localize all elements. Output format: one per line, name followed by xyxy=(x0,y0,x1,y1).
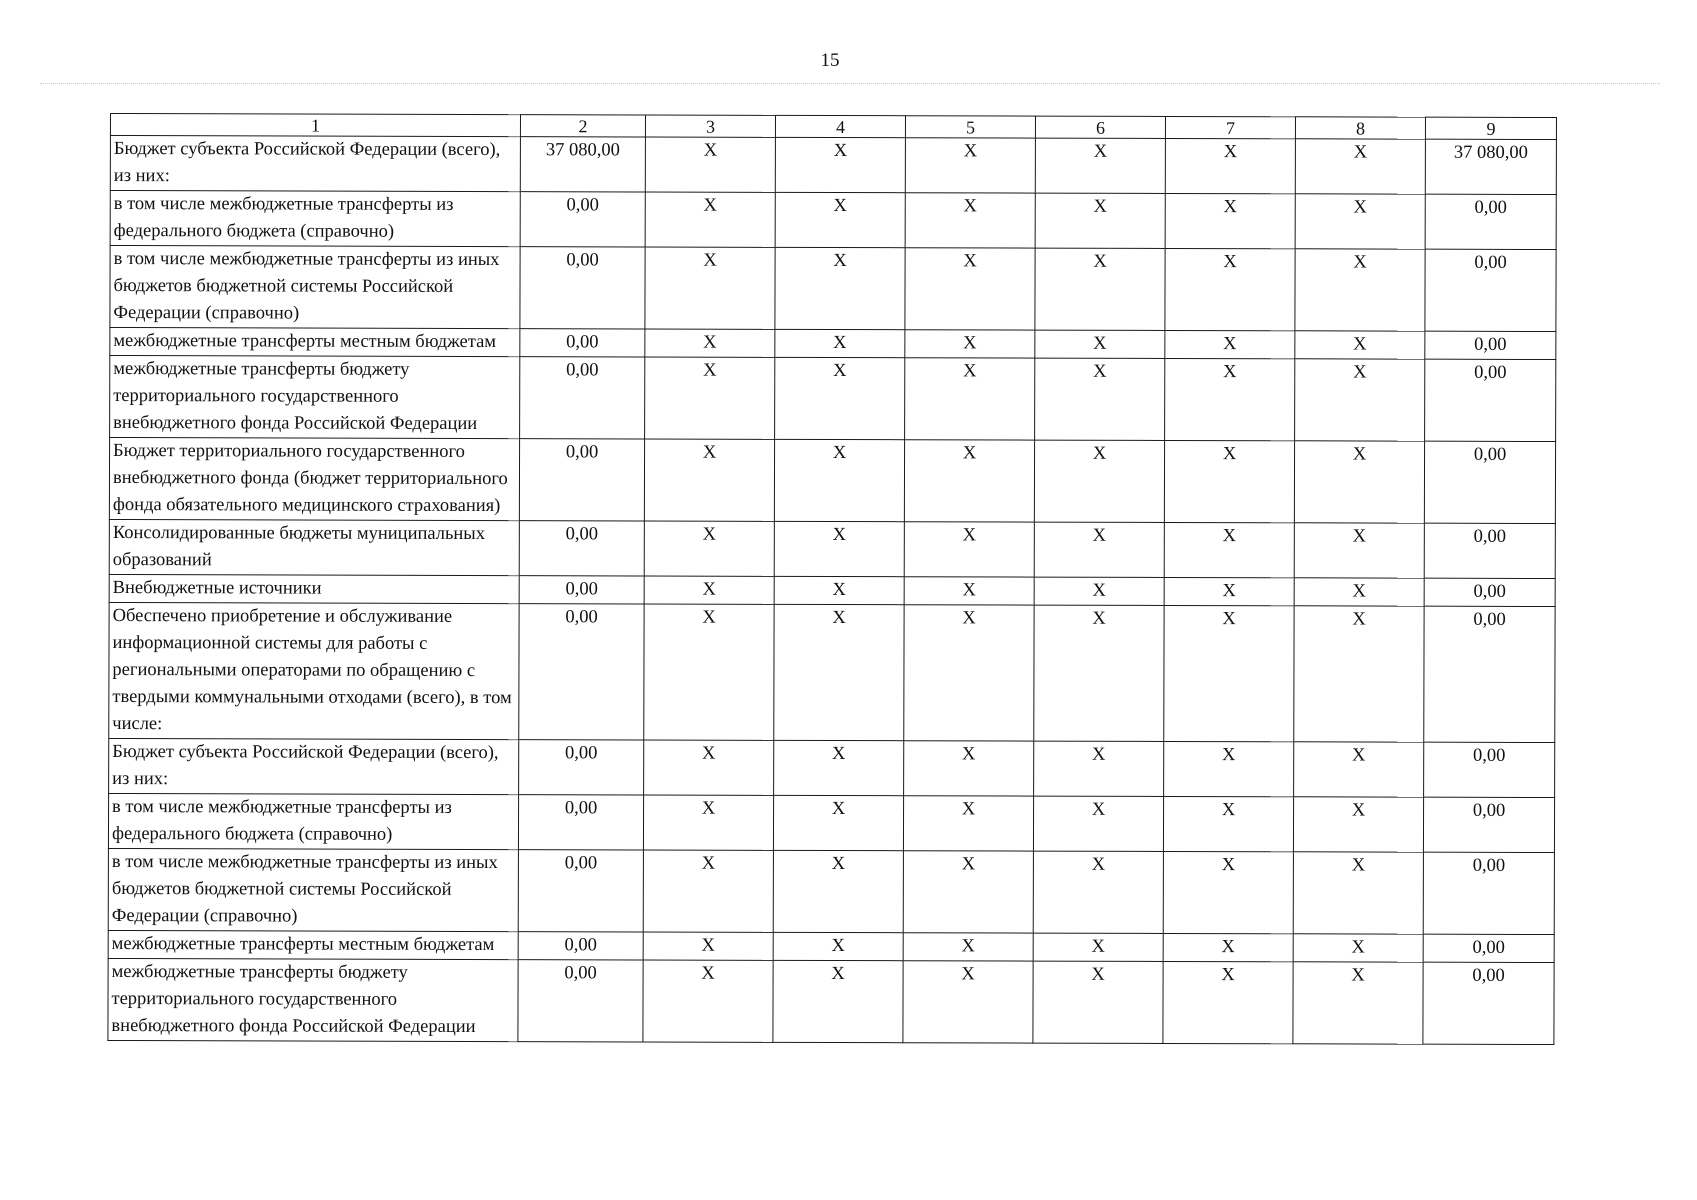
row-mark-cell: X xyxy=(1293,797,1423,852)
row-mark-cell: X xyxy=(774,521,904,576)
row-name-cell: межбюджетные трансферты бюджету территориального государственного внебюджетного фонда Российской Федерации xyxy=(110,356,520,439)
row-mark-cell: X xyxy=(903,933,1033,961)
row-total-cell: 0,00 xyxy=(1425,249,1556,331)
row-mark-cell: X xyxy=(1165,248,1295,330)
row-mark-cell: X xyxy=(644,740,774,795)
budget-table xyxy=(107,113,1557,1045)
table-row xyxy=(109,519,1555,578)
row-mark-cell: X xyxy=(1164,605,1294,741)
scan-rule xyxy=(40,83,1660,84)
row-mark-cell: X xyxy=(904,605,1034,741)
row-mark-cell: X xyxy=(775,247,905,329)
row-mark-cell: X xyxy=(904,440,1034,522)
row-name-cell: межбюджетные трансферты бюджету территориального государственного внебюджетного фонда Российской Федерации xyxy=(108,958,518,1041)
row-total-cell: 0,00 xyxy=(1424,742,1555,797)
table-row xyxy=(110,356,1556,442)
row-mark-cell: X xyxy=(1165,330,1295,358)
row-name-cell: в том числе межбюджетные трансферты из федерального бюджета (справочно) xyxy=(110,191,520,247)
row-mark-cell: X xyxy=(644,604,774,740)
row-mark-cell: X xyxy=(644,576,774,604)
row-mark-cell: X xyxy=(643,932,773,960)
row-mark-cell: X xyxy=(904,741,1034,796)
row-total-cell: 37 080,00 xyxy=(1425,139,1556,194)
row-mark-cell: X xyxy=(773,795,903,850)
table-row xyxy=(110,136,1556,195)
row-mark-cell: X xyxy=(1165,193,1295,248)
row-name-cell: Обеспечено приобретение и обслуживание информационной системы для работы с региональными операторами по обращению с твердыми коммунальными отходами (всего), в том числе: xyxy=(109,602,519,739)
table-row xyxy=(108,958,1554,1044)
row-mark-cell: X xyxy=(775,192,905,247)
row-mark-cell: X xyxy=(1035,138,1165,193)
row-mark-cell: X xyxy=(1293,962,1423,1044)
row-value-cell: 0,00 xyxy=(518,932,643,960)
column-header: 7 xyxy=(1165,116,1295,138)
row-mark-cell: X xyxy=(1293,934,1423,962)
row-total-cell: 0,00 xyxy=(1425,194,1556,249)
row-mark-cell: X xyxy=(1295,194,1425,249)
column-header: 3 xyxy=(645,115,775,137)
table-row xyxy=(109,602,1555,742)
row-total-cell: 0,00 xyxy=(1423,962,1554,1044)
table-row xyxy=(110,328,1556,360)
row-value-cell: 0,00 xyxy=(518,850,643,932)
row-mark-cell: X xyxy=(773,932,903,960)
table-row xyxy=(110,246,1556,332)
row-mark-cell: X xyxy=(1034,522,1164,577)
row-name-cell: межбюджетные трансферты местным бюджетам xyxy=(108,930,518,959)
row-name-cell: в том числе межбюджетные трансферты из иных бюджетов бюджетной системы Российской Федерации (справочно) xyxy=(108,848,518,931)
row-mark-cell: X xyxy=(1294,742,1424,797)
row-mark-cell: X xyxy=(1035,248,1165,330)
row-name-cell: межбюджетные трансферты местным бюджетам xyxy=(110,328,520,357)
table-row xyxy=(109,574,1555,606)
row-value-cell: 0,00 xyxy=(520,192,645,247)
row-value-cell: 0,00 xyxy=(518,795,643,850)
row-mark-cell: X xyxy=(1163,851,1293,933)
row-value-cell: 0,00 xyxy=(518,960,643,1042)
row-mark-cell: X xyxy=(1034,440,1164,522)
row-mark-cell: X xyxy=(774,439,904,521)
row-value-cell: 0,00 xyxy=(519,576,644,604)
row-mark-cell: X xyxy=(1164,440,1294,522)
column-header: 2 xyxy=(520,115,645,137)
row-mark-cell: X xyxy=(1164,577,1294,605)
table-body xyxy=(108,114,1557,1045)
row-mark-cell: X xyxy=(1164,741,1294,796)
row-mark-cell: X xyxy=(1033,961,1163,1043)
row-mark-cell: X xyxy=(1294,523,1424,578)
row-mark-cell: X xyxy=(903,961,1033,1043)
row-mark-cell: X xyxy=(1035,358,1165,440)
row-mark-cell: X xyxy=(773,850,903,932)
row-mark-cell: X xyxy=(905,193,1035,248)
row-mark-cell: X xyxy=(1035,330,1165,358)
row-name-cell: Консолидированные бюджеты муниципальных образований xyxy=(109,519,519,575)
row-mark-cell: X xyxy=(1295,249,1425,331)
column-header: 1 xyxy=(110,114,520,137)
row-mark-cell: X xyxy=(1163,933,1293,961)
row-name-cell: Бюджет субъекта Российской Федерации (всего), из них: xyxy=(109,738,519,794)
row-value-cell: 0,00 xyxy=(519,521,644,576)
row-mark-cell: X xyxy=(1295,139,1425,194)
row-total-cell: 0,00 xyxy=(1425,359,1556,441)
row-name-cell: Внебюджетные источники xyxy=(109,574,519,603)
row-mark-cell: X xyxy=(1164,522,1294,577)
row-mark-cell: X xyxy=(1293,852,1423,934)
row-mark-cell: X xyxy=(1294,441,1424,523)
row-mark-cell: X xyxy=(905,248,1035,330)
table-row xyxy=(109,738,1555,797)
row-mark-cell: X xyxy=(904,522,1034,577)
row-total-cell: 0,00 xyxy=(1425,331,1556,359)
row-mark-cell: X xyxy=(643,960,773,1042)
row-mark-cell: X xyxy=(1034,577,1164,605)
column-header: 9 xyxy=(1425,117,1556,139)
row-mark-cell: X xyxy=(774,604,904,740)
table-row xyxy=(109,438,1555,524)
row-mark-cell: X xyxy=(903,796,1033,851)
row-name-cell: Бюджет территориального государственного внебюджетного фонда (бюджет территориального фонда обязательного медицинского страхования) xyxy=(109,438,519,521)
row-value-cell: 0,00 xyxy=(520,357,645,439)
row-mark-cell: X xyxy=(645,192,775,247)
row-mark-cell: X xyxy=(1033,796,1163,851)
row-mark-cell: X xyxy=(1165,358,1295,440)
table-row xyxy=(108,793,1554,852)
row-mark-cell: X xyxy=(774,740,904,795)
page-number: 15 xyxy=(820,50,840,71)
row-name-cell: Бюджет субъекта Российской Федерации (всего), из них: xyxy=(110,136,520,192)
row-value-cell: 37 080,00 xyxy=(520,137,645,192)
row-mark-cell: X xyxy=(1165,138,1295,193)
row-total-cell: 0,00 xyxy=(1424,578,1555,606)
column-header: 8 xyxy=(1295,117,1425,139)
row-mark-cell: X xyxy=(644,439,774,521)
row-mark-cell: X xyxy=(1033,933,1163,961)
row-mark-cell: X xyxy=(774,576,904,604)
row-mark-cell: X xyxy=(905,358,1035,440)
row-mark-cell: X xyxy=(643,795,773,850)
row-mark-cell: X xyxy=(1294,606,1424,742)
column-header: 4 xyxy=(775,115,905,137)
row-value-cell: 0,00 xyxy=(520,329,645,357)
row-name-cell: в том числе межбюджетные трансферты из федерального бюджета (справочно) xyxy=(108,793,518,849)
row-mark-cell: X xyxy=(1295,331,1425,359)
row-mark-cell: X xyxy=(905,330,1035,358)
row-mark-cell: X xyxy=(773,960,903,1042)
row-mark-cell: X xyxy=(645,329,775,357)
row-mark-cell: X xyxy=(1294,578,1424,606)
row-total-cell: 0,00 xyxy=(1424,523,1555,578)
row-mark-cell: X xyxy=(1033,851,1163,933)
row-total-cell: 0,00 xyxy=(1423,852,1554,934)
row-mark-cell: X xyxy=(775,329,905,357)
row-value-cell: 0,00 xyxy=(519,740,644,795)
row-mark-cell: X xyxy=(1163,961,1293,1043)
row-mark-cell: X xyxy=(775,357,905,439)
row-value-cell: 0,00 xyxy=(519,439,644,521)
row-mark-cell: X xyxy=(645,247,775,329)
row-total-cell: 0,00 xyxy=(1424,441,1555,523)
row-mark-cell: X xyxy=(1163,796,1293,851)
row-total-cell: 0,00 xyxy=(1423,797,1554,852)
row-total-cell: 0,00 xyxy=(1423,934,1554,962)
row-mark-cell: X xyxy=(645,357,775,439)
row-mark-cell: X xyxy=(645,137,775,192)
row-mark-cell: X xyxy=(775,137,905,192)
row-mark-cell: X xyxy=(643,850,773,932)
column-header: 6 xyxy=(1035,116,1165,138)
row-mark-cell: X xyxy=(904,577,1034,605)
row-mark-cell: X xyxy=(905,138,1035,193)
row-mark-cell: X xyxy=(1035,193,1165,248)
column-header: 5 xyxy=(905,116,1035,138)
row-value-cell: 0,00 xyxy=(519,604,644,740)
row-mark-cell: X xyxy=(644,521,774,576)
table-row xyxy=(108,930,1554,962)
row-mark-cell: X xyxy=(1295,359,1425,441)
table-row xyxy=(110,191,1556,250)
row-mark-cell: X xyxy=(1034,605,1164,741)
row-value-cell: 0,00 xyxy=(520,247,645,329)
row-mark-cell: X xyxy=(903,851,1033,933)
row-name-cell: в том числе межбюджетные трансферты из иных бюджетов бюджетной системы Российской Федерации (справочно) xyxy=(110,246,520,329)
row-mark-cell: X xyxy=(1034,741,1164,796)
row-total-cell: 0,00 xyxy=(1424,606,1555,742)
table-row xyxy=(108,848,1554,934)
